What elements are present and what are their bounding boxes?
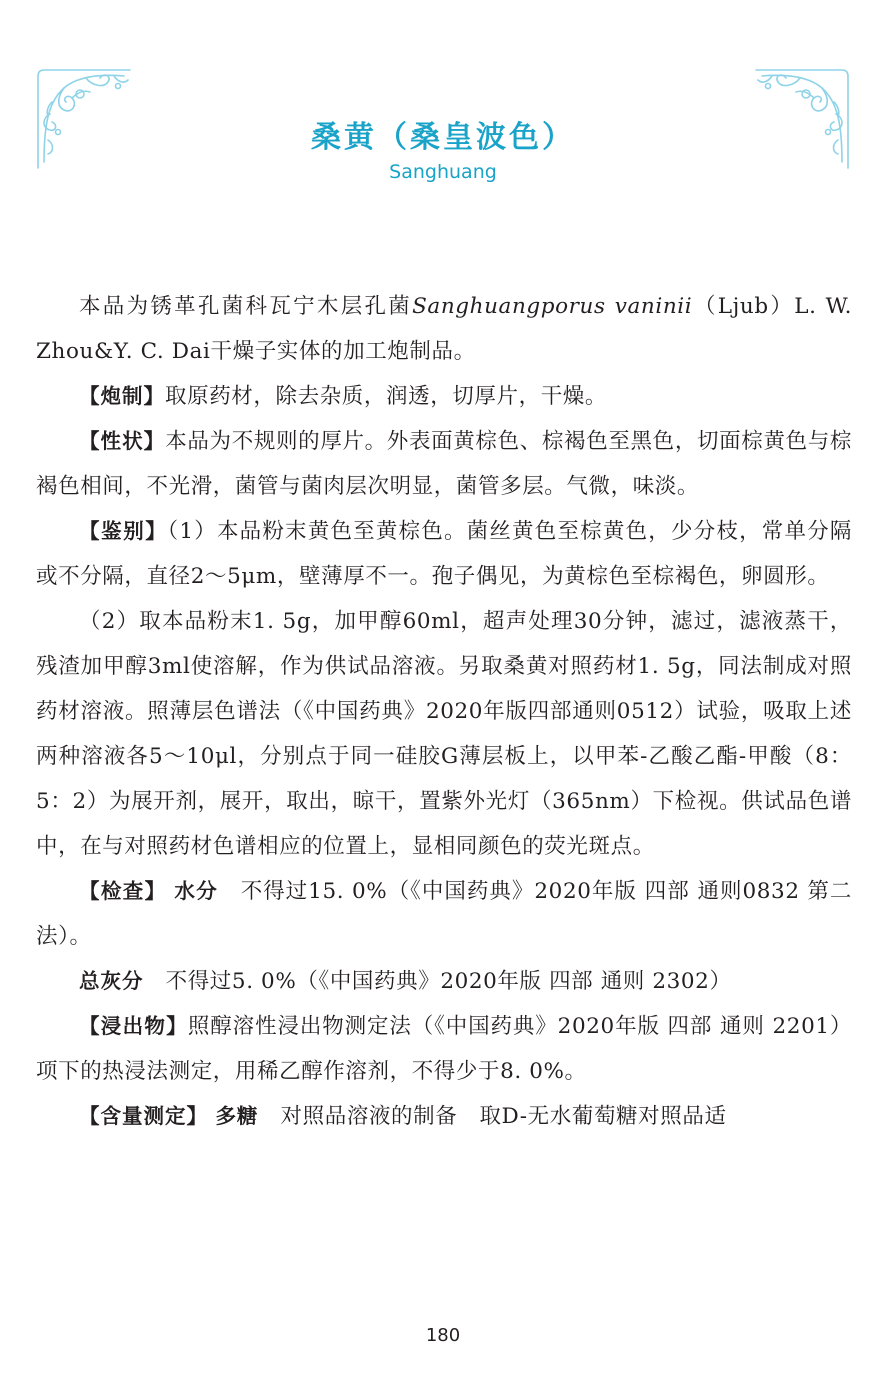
paozhi-text: 取原药材，除去杂质，润透，切厚片，干燥。: [165, 384, 608, 409]
jinchuwu-label: 【浸出物】: [79, 1014, 188, 1038]
intro-text: 本品为锈革孔菌科瓦宁木层孔菌: [79, 294, 413, 319]
jianbie-section-2: [36, 599, 852, 869]
monograph-body: [36, 284, 852, 1139]
latin-name: Sanghuangporus vaninii: [412, 294, 693, 319]
total-ash-text: 不得过5. 0%（《中国药典》2020年版 四部 通则 2302）: [165, 969, 732, 994]
jianbie-section: [36, 509, 852, 599]
total-ash-label: 总灰分: [79, 969, 144, 993]
xingzhuang-text: 本品为不规则的厚片。外表面黄棕色、棕褐色至黑色，切面棕黄色与棕褐色相间，不光滑，菌管与菌肉层次明显，菌管多层。气微，味淡。: [36, 429, 853, 499]
xingzhuang-section: [36, 419, 852, 509]
jinchuwu-section: [36, 1004, 852, 1094]
polysaccharide-label: 多糖: [215, 1104, 259, 1128]
total-ash-line: [36, 959, 852, 1004]
jianbie-label: 【鉴别】: [79, 519, 168, 543]
paozhi-label: 【炮制】: [79, 384, 165, 408]
intro-text-continued: （Ljub）L. W. Zhou&Y. C. Dai干燥子实体的加工炮制品。: [36, 294, 853, 364]
paozhi-section: [36, 374, 852, 419]
moisture-text: 不得过15. 0%（《中国药典》2020年版 四部 通则0832 第二法）。: [36, 879, 853, 949]
page-number: 180: [425, 1325, 461, 1346]
hanliang-text: 对照品溶液的制备 取D-无水葡萄糖对照品适: [280, 1104, 727, 1129]
page-title: 桑黄（桑皇波色）: [311, 120, 575, 155]
hanliang-label: 【含量测定】: [79, 1104, 208, 1128]
hanliang-line: [36, 1094, 852, 1139]
jinchuwu-text: 照醇溶性浸出物测定法（《中国药典》2020年版 四部 通则 2201）项下的热浸法测定，用稀乙醇作溶剂，不得少于8. 0%。: [36, 1014, 853, 1084]
jiancha-label: 【检查】: [79, 879, 167, 903]
jiancha-section: [36, 869, 852, 959]
intro-paragraph: [36, 284, 852, 374]
xingzhuang-label: 【性状】: [79, 429, 166, 453]
page-subtitle: Sanghuang: [389, 161, 497, 183]
jianbie-text-1: （1）本品粉末黄色至黄棕色。菌丝黄色至棕黄色，少分枝，常单分隔或不分隔，直径2～5μm，壁薄厚不一。孢子偶见，为黄棕色至棕褐色，卵圆形。: [36, 519, 852, 589]
jianbie-text-2: （2）取本品粉末1. 5g，加甲醇60ml，超声处理30分钟，滤过，滤液蒸干，残渣加甲醇3ml使溶解，作为供试品溶液。另取桑黄对照药材1. 5g，同法制成对照药材溶液。照薄层色谱法（《中国药典》2020年版四部通则0512）试验，吸取上述两种溶液各5～10μl，分别点于同一硅胶G薄层板上，以甲苯-乙酸乙酯-甲酸（8：5：2）为展开剂，展开，取出，晾干，置紫外光灯（365nm）下检视。供试品色谱中，在与对照药材色谱相应的位置上，显相同颜色的荧光斑点。: [36, 609, 852, 859]
moisture-label: 水分: [174, 879, 219, 903]
